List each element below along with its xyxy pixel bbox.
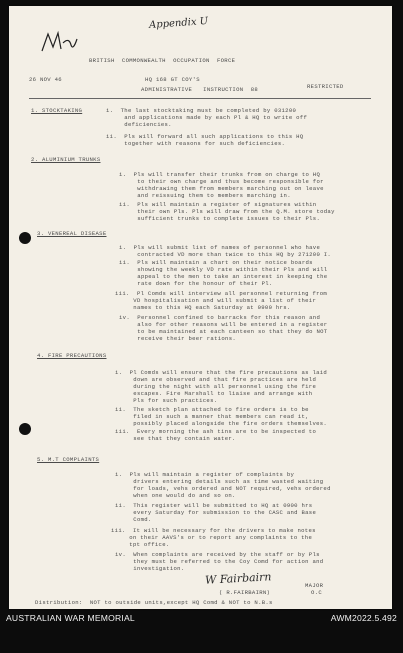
section-line: iv. When complaints are received by the staff or by Pls <box>115 551 320 558</box>
section-line: withdrawing them from members marching out on leave <box>119 185 324 192</box>
distribution-line: Distribution: NOT to outside units,except HQ Comd & NOT to N.B.s <box>35 599 273 606</box>
section-line: iii. Every morning the ash tins are to be inspected to <box>115 428 317 435</box>
section-line: i. Pls will submit list of names of personnel who have <box>119 244 321 251</box>
section-line: see that they contain water. <box>115 435 236 442</box>
handwritten-annotation: Appendix U <box>148 15 209 32</box>
section-line: i. Pls will maintain a register of complaints by <box>115 471 295 478</box>
section-line: down are observed and that fire practices are held <box>115 376 317 383</box>
signatory-name: ( R.FAIRBAIRN) <box>219 589 271 596</box>
classification-marking: RESTRICTED <box>307 83 344 90</box>
section-line: Comd. <box>115 516 152 523</box>
header-rule <box>29 98 371 99</box>
section-heading: 1. STOCKTAKING <box>31 107 83 114</box>
section-heading: 3. VENEREAL DISEASE <box>37 230 107 237</box>
section-line: iii. Pl Comds will interview all personnel returning from <box>115 290 328 297</box>
section-line: for loads, vehs ordered and NOT required, vehs ordered <box>115 485 331 492</box>
section-line: iv. Personnel confined to barracks for this reason and <box>119 314 321 321</box>
document-date: 26 NOV 46 <box>29 76 62 83</box>
section-line: i. The last stocktaking must be completed by 031200 <box>106 107 297 114</box>
archive-footer <box>0 613 403 627</box>
section-line: ii. Pls will maintain a register of signatures within <box>119 201 317 208</box>
section-line: contracted VD more than twice to this HQ by 271200 I. <box>119 251 332 258</box>
section-line: to their own charge and thus become responsible for <box>119 178 324 185</box>
section-line: to be maintained at each canteen so that they do NOT <box>119 328 328 335</box>
section-line: ii. Pls will forward all such applications to this HQ <box>106 133 304 140</box>
section-line: appeal to the men to take an interest in keeping the <box>119 273 328 280</box>
section-line: i. Pls will transfer their trunks from on charge to HQ <box>119 171 321 178</box>
section-line: drivers entering details such as time wasted waiting <box>115 478 324 485</box>
signatory-appointment: O.C <box>311 589 322 596</box>
section-line: i. Pl Comds will ensure that the fire precautions as laid <box>115 369 328 376</box>
section-line: showing the weekly VD rate within their Pls and will <box>119 266 328 273</box>
section-line: on their AAVS's or to report any complaints to the <box>111 534 313 541</box>
section-heading: 2. ALUMINIUM TRUNKS <box>31 156 101 163</box>
section-line: when one would do and so on. <box>115 492 236 499</box>
section-line: and reissuing them to members marching in. <box>119 192 291 199</box>
section-line: receive their beer rations. <box>119 335 237 342</box>
section-line: sufficient trunks to complete issues to their Pls. <box>119 215 321 222</box>
section-line: iii. It will be necessary for the drivers to make notes <box>111 527 316 534</box>
section-line: VD hospitalisation and will submit a list of their <box>115 297 317 304</box>
section-line: tpt office. <box>111 541 170 548</box>
section-line: ii. This register will be submitted to HQ at 0900 hrs <box>115 502 313 509</box>
section-line: ii. Pls will maintain a chart on their notice boards <box>119 259 313 266</box>
punch-hole-bottom <box>19 423 31 435</box>
bottom-bar <box>0 629 403 653</box>
accession-number: AWM2022.5.492 <box>330 613 397 623</box>
section-heading: 4. FIRE PRECAUTIONS <box>37 352 107 359</box>
section-line: also for other reasons will be entered in a register <box>119 321 328 328</box>
section-heading: 5. M.T COMPLAINTS <box>37 456 100 463</box>
handwritten-signature: W Fairbairn <box>204 570 272 587</box>
section-line: rate down for the honour of their Pl. <box>119 280 273 287</box>
section-line: every Saturday for submission to the CASC and Base <box>115 509 317 516</box>
section-line: possibly placed alongside the fire orders themselves. <box>115 420 328 427</box>
section-line: deficiencies. <box>106 121 172 128</box>
section-line: filed in such a manner that members can read it, <box>115 413 309 420</box>
section-line: Pls for such practices. <box>115 397 218 404</box>
document-page <box>9 6 392 609</box>
punch-hole-top <box>19 232 31 244</box>
section-line: escapes. Fire Marshall to liaise and arrange with <box>115 390 313 397</box>
org-header: BRITISH COMMONWEALTH OCCUPATION FORCE <box>89 57 236 64</box>
signatory-rank: MAJOR <box>305 582 324 589</box>
section-line: their own Pls. Pls will draw from the Q.M. store today <box>119 208 335 215</box>
section-line: during the night with all personnel using the fire <box>115 383 317 390</box>
section-line: investigation. <box>115 565 185 572</box>
institution-label: AUSTRALIAN WAR MEMORIAL <box>6 613 135 623</box>
section-line: they must be referred to the Coy Comd for action and <box>115 558 324 565</box>
instruction-title: ADMINISTRATIVE INSTRUCTION 88 <box>141 86 259 93</box>
section-line: together with reasons for such deficiencies. <box>106 140 286 147</box>
section-line: ii. The sketch plan attached to fire orders is to be <box>115 406 309 413</box>
section-line: names to this HQ each Saturday at 0900 hrs. <box>115 304 291 311</box>
section-line: and applications made by each Pl & HQ to write off <box>106 114 308 121</box>
handwritten-initials <box>39 29 81 57</box>
hq-reference: HQ 168 GT COY'S <box>145 76 200 83</box>
